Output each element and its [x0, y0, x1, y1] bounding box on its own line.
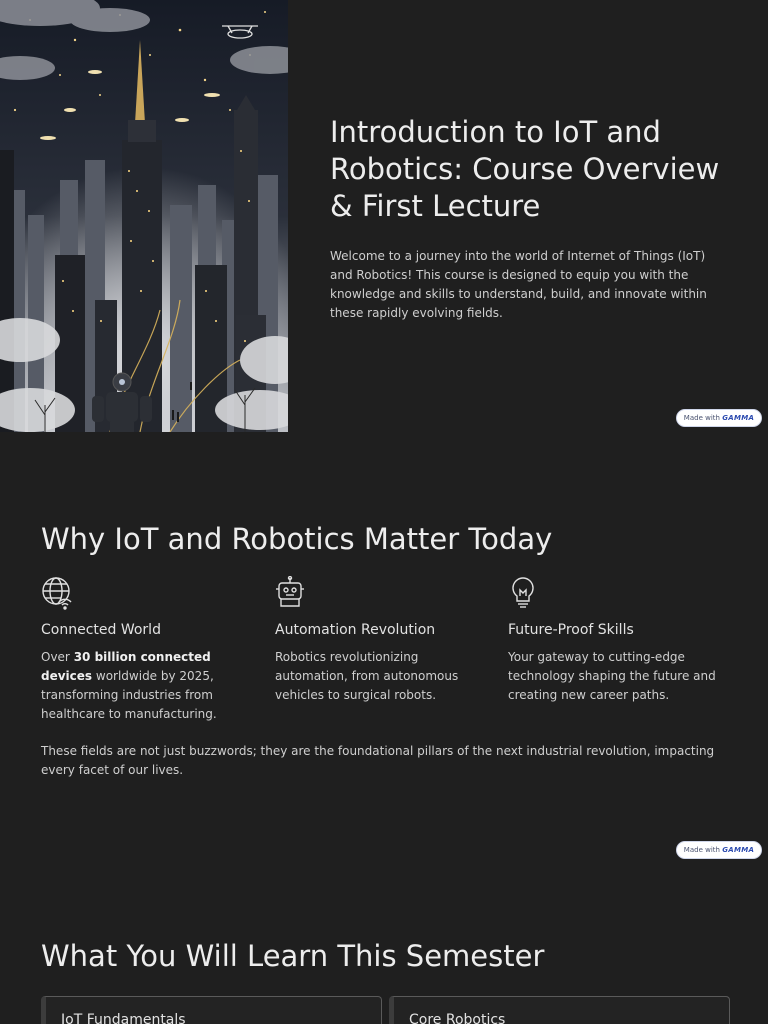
section-title: What You Will Learn This Semester [41, 939, 545, 973]
lightbulb-icon [508, 576, 542, 610]
made-with-gamma-badge[interactable] [676, 841, 762, 859]
badge-brand: GAMMA [722, 414, 755, 422]
feature-body: Robotics revolutionizing automation, from autonomous vehicles to surgical robots. [275, 650, 459, 702]
slide-title: Introduction to IoT and Robotics: Course Overview & First Lecture [330, 115, 720, 223]
feature-body: Over 30 billion connected devices worldwide by 2025, transforming industries from healthcare to manufacturing. [41, 650, 217, 721]
card-title: IoT Fundamentals [61, 1012, 186, 1024]
slide-what-you-learn [0, 864, 768, 1024]
closing-statement: These fields are not just buzzwords; they are the foundational pillars of the next industrial revolution, impacting every facet of our lives. [41, 744, 715, 777]
feature-title: Automation Revolution [275, 622, 436, 638]
badge-prefix: Made with [683, 846, 720, 854]
globe-wifi-icon [41, 576, 75, 610]
hero-text-block [330, 114, 730, 323]
badge-brand: GAMMA [722, 846, 755, 854]
card-title: Core Robotics [409, 1012, 506, 1024]
hero-illustration-city-robot [0, 0, 288, 432]
badge-prefix: Made with [683, 414, 720, 422]
feature-automation-revolution [275, 576, 490, 705]
robot-head-icon [275, 576, 309, 610]
feature-title: Future-Proof Skills [508, 622, 634, 638]
feature-connected-world [41, 576, 256, 724]
made-with-gamma-badge[interactable] [676, 409, 762, 427]
highlight-stat: 30 billion connected devices [41, 650, 211, 683]
learning-card-iot-fundamentals [41, 996, 382, 1024]
slide-intro [0, 0, 768, 432]
learning-card-core-robotics [389, 996, 730, 1024]
section-title: Why IoT and Robotics Matter Today [41, 522, 553, 556]
feature-title: Connected World [41, 622, 161, 638]
feature-body: Your gateway to cutting-edge technology shaping the future and creating new career paths. [508, 650, 716, 702]
slide-lead: Welcome to a journey into the world of Internet of Things (IoT) and Robotics! This course is designed to equip you with the knowledge and skills to understand, build, and innovate within these rapidly evolving fields. [330, 249, 707, 320]
feature-future-proof-skills [508, 576, 723, 705]
slide-why-matters [0, 432, 768, 864]
